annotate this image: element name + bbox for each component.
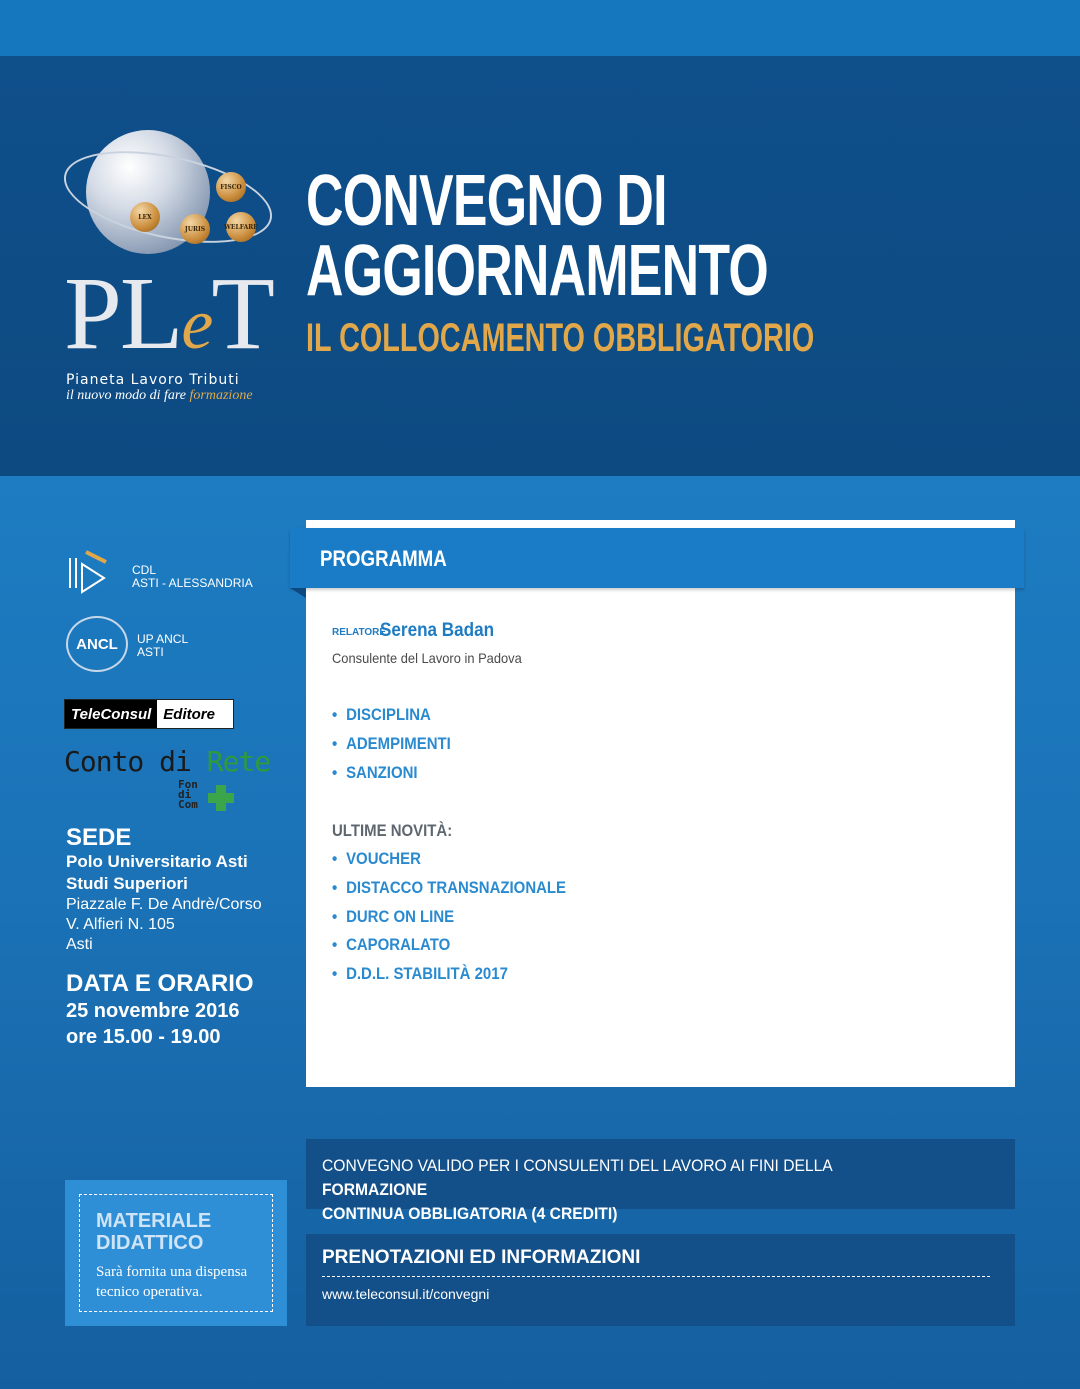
page-subtitle: IL COLLOCAMENTO OBBLIGATORIO	[306, 316, 815, 360]
programma-heading: PROGRAMMA	[320, 546, 447, 571]
logo-subtitle: Pianeta Lavoro Tributi	[66, 372, 240, 388]
bullet-icon: •	[332, 734, 338, 753]
cdr-rete: Rete	[206, 745, 271, 778]
plus-cross-icon	[208, 785, 234, 811]
wordmark-pl: PL	[64, 256, 182, 371]
sede-city: Asti	[66, 936, 93, 953]
item-label: ADEMPIMENTI	[346, 734, 451, 753]
materiale-text	[96, 1262, 247, 1302]
validita-bold-2: CONTINUA OBBLIGATORIA (4 CREDITI)	[322, 1204, 618, 1223]
date-heading: DATA E ORARIO	[66, 970, 254, 997]
title-line-1: CONVEGNO DI	[306, 161, 667, 241]
plet-wordmark	[64, 256, 273, 371]
validita-bold-1: FORMAZIONE	[322, 1180, 428, 1199]
cdl-line-1: CDL	[132, 563, 157, 577]
novita-item	[332, 849, 421, 869]
validita-text	[322, 1154, 911, 1226]
item-label: VOUCHER	[346, 849, 421, 868]
item-label: DISTACCO TRANSNAZIONALE	[346, 878, 567, 897]
item-label: D.D.L. STABILITÀ 2017	[346, 964, 508, 983]
relatore-role: Consulente del Lavoro in Padova	[332, 650, 522, 666]
relatore-name: Serena Badan	[380, 620, 495, 641]
fondi-line-2: di	[178, 788, 192, 801]
prenotazioni-heading: PRENOTAZIONI ED INFORMAZIONI	[322, 1247, 641, 1268]
ancl-label	[137, 633, 188, 659]
novita-heading: ULTIME NOVITÀ:	[332, 821, 453, 840]
relatore-label: RELATORE	[332, 627, 387, 638]
planet-welfare: WELFARE	[226, 212, 256, 242]
programma-item	[332, 763, 418, 783]
tagline-text: il nuovo modo di fare	[66, 388, 187, 403]
title-line-2: AGGIORNAMENTO	[306, 231, 769, 311]
novita-item	[332, 935, 450, 955]
programma-card	[306, 520, 1015, 1087]
programma-item	[332, 705, 431, 725]
bullet-icon: •	[332, 763, 338, 782]
programma-item	[332, 734, 451, 754]
bullet-icon: •	[332, 705, 338, 724]
teleconsul-editore: Editore	[163, 705, 215, 723]
validita-plain: CONVEGNO VALIDO PER I CONSULENTI DEL LAVORO AI FINI DELLA	[322, 1156, 832, 1175]
materiale-heading-1: MATERIALE	[96, 1210, 212, 1232]
event-time: ore 15.00 - 19.00	[66, 1026, 221, 1048]
materiale-text-2: tecnico operativa.	[96, 1284, 203, 1300]
sede-heading: SEDE	[66, 824, 132, 851]
fondi-line-3: Com	[178, 798, 198, 811]
ribbon-fold	[290, 588, 306, 598]
wordmark-e: e	[181, 284, 212, 364]
ancl-line-2: ASTI	[137, 645, 164, 659]
planet-fisco: FISCO	[216, 172, 246, 202]
cdl-line-2: ASTI - ALESSANDRIA	[132, 576, 253, 590]
ancl-logo-icon: ANCL	[66, 616, 128, 672]
novita-item	[332, 878, 566, 898]
novita-item	[332, 907, 454, 927]
fondimpresa-logo	[178, 780, 198, 810]
top-strip	[0, 0, 1080, 56]
fondi-line-1: Fon	[178, 778, 198, 791]
sede-name-2: Studi Superiori	[66, 874, 188, 893]
sede-address-2: V. Alfieri N. 105	[66, 916, 175, 933]
item-label: CAPORALATO	[346, 935, 451, 954]
cdl-logo-icon	[64, 548, 112, 600]
bullet-icon: •	[332, 878, 338, 897]
conto-di-rete-logo	[64, 745, 270, 778]
planet-juris: JURIS	[180, 214, 210, 244]
plet-logo	[60, 120, 280, 410]
bullet-icon: •	[332, 964, 338, 983]
event-date: 25 novembre 2016	[66, 1000, 240, 1022]
tagline-accent: formazione	[189, 388, 253, 403]
logo-tagline	[66, 388, 253, 404]
item-label: DURC ON LINE	[346, 907, 455, 926]
bullet-icon: •	[332, 935, 338, 954]
cdl-label	[132, 564, 253, 590]
materiale-heading	[96, 1210, 211, 1254]
novita-item	[332, 964, 508, 984]
ancl-line-1: UP ANCL	[137, 632, 189, 646]
sede-address-1: Piazzale F. De Andrè/Corso	[66, 896, 262, 913]
item-label: DISCIPLINA	[346, 705, 431, 724]
page-title	[306, 161, 769, 311]
cdr-text: Conto di	[64, 745, 191, 778]
bullet-icon: •	[332, 907, 338, 926]
prenotazioni-link[interactable]: www.teleconsul.it/convegni	[322, 1286, 490, 1302]
materiale-text-1: Sarà fornita una dispensa	[96, 1264, 248, 1280]
wordmark-t: T	[211, 256, 273, 371]
materiale-heading-2: DIDATTICO	[96, 1232, 204, 1254]
teleconsul-name: TeleConsul	[65, 700, 157, 728]
bullet-icon: •	[332, 849, 338, 868]
sede-name-1: Polo Universitario Asti	[66, 852, 248, 871]
planet-lex: LEX	[130, 202, 160, 232]
item-label: SANZIONI	[346, 763, 418, 782]
teleconsul-logo	[64, 699, 234, 729]
dashed-divider	[322, 1276, 990, 1277]
